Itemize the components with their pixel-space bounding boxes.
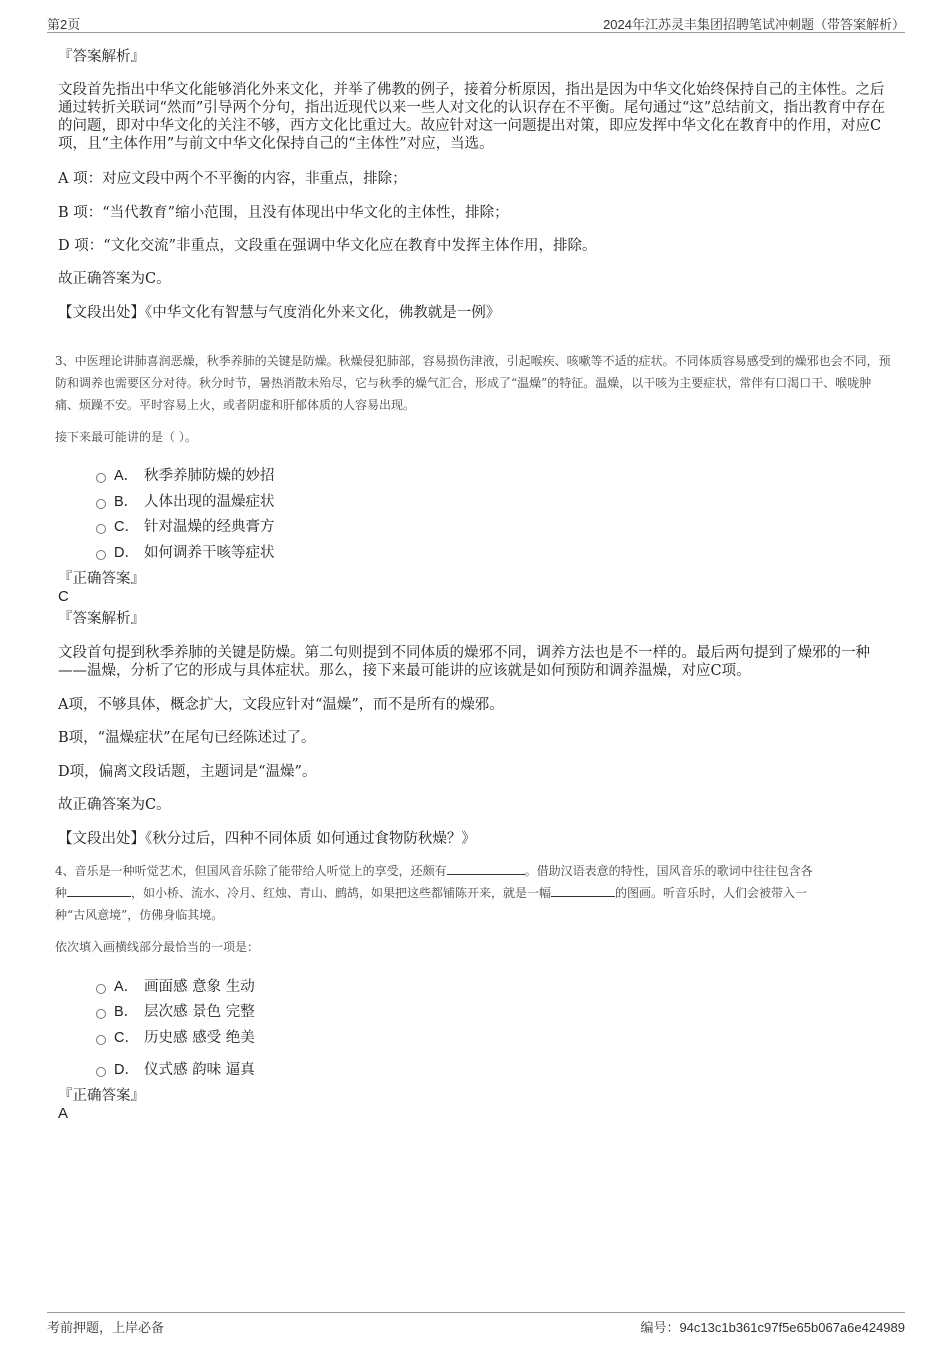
option-key: A． <box>114 468 139 484</box>
option-key: D． <box>114 545 139 561</box>
option-text: 秋季养肺防燥的妙招 <box>144 468 275 484</box>
page-number: 第2页 <box>47 17 81 32</box>
q2-source: 【文段出处】《中华文化有智慧与气度消化外来文化，佛教就是一例》 <box>58 305 501 321</box>
radio-button[interactable] <box>96 550 106 560</box>
radio-button[interactable] <box>96 499 106 509</box>
footer-slogan: 考前押题，上岸必备 <box>47 1321 165 1336</box>
q3-option-a[interactable] <box>96 464 275 485</box>
option-key: C． <box>114 519 139 535</box>
q3-analysis-text: 文段首句提到秋季养肺的关键是防燥。第二句则提到不同体质的燥邪不同，调养方法也是不一样的。最后两句提到了燥邪的一种——温燥，分析了它的形成与具体症状。那么，接下来最可能讲的应该就是如何预防和调养温燥，对应C项。 <box>58 645 870 679</box>
q3-stem: 3、中医理论讲肺喜润恶燥，秋季养肺的关键是防燥。秋燥侵犯肺部，容易损伤津液，引起喉疾、咳嗽等不适的症状。不同体质容易感受到的燥邪也会不同，预防和调养也需要区分对待。秋分时节，暑热消散未殆尽，它与秋季的燥气汇合，形成了“温燥”的特征。温燥，以干咳为主要症状，常伴有口渴口干、喉咙肿痛、烦躁不安。平时容易上火，或者阴虚和肝郁体质的人容易出现。 <box>55 354 891 412</box>
q2-analysis-label: 『答案解析』 <box>58 49 145 65</box>
q4-option-a[interactable] <box>96 975 255 996</box>
q3-option-c[interactable] <box>96 515 275 536</box>
q2-b-note: B 项：“当代教育”缩小范围，且没有体现出中华文化的主体性，排除； <box>58 205 509 221</box>
radio-button[interactable] <box>96 1009 106 1019</box>
radio-button[interactable] <box>96 984 106 994</box>
blank-3 <box>551 884 615 897</box>
option-key: C． <box>114 1030 139 1046</box>
option-text: 如何调养干咳等症状 <box>144 545 275 561</box>
blank-2 <box>67 884 131 897</box>
q3-conclusion: 故正确答案为C。 <box>58 797 171 813</box>
q4-question: 依次填入画横线部分最恰当的一项是： <box>55 940 260 954</box>
q4-stem: 4、音乐是一种听觉艺术，但国风音乐除了能带给人听觉上的享受，还颇有 。借助汉语表意的特性，国风音乐的歌词中往往包含各 种 ，如小桥、流水、冷月、红烛、青山、鹧鸪，如果把这些都铺陈开来，就是一幅 的图画。听音乐时，人们会被带入一 种“古风意境”，仿佛身临其境。 <box>55 864 813 922</box>
q3-source: 【文段出处】《秋分过后，四种不同体质 如何通过食物防秋燥？》 <box>58 831 476 847</box>
option-text: 人体出现的温燥症状 <box>144 494 275 510</box>
q3-option-d[interactable] <box>96 541 275 562</box>
q4-answer-label: 『正确答案』 <box>58 1088 145 1104</box>
option-text: 历史感 感受 绝美 <box>144 1030 255 1046</box>
radio-button[interactable] <box>96 473 106 483</box>
q3-option-b[interactable] <box>96 490 275 511</box>
option-key: A． <box>114 979 139 995</box>
option-key: B． <box>114 1004 139 1020</box>
q4-answer: A <box>58 1105 69 1122</box>
q3-answer-label: 『正确答案』 <box>58 571 145 587</box>
q3-a-note: A项，不够具体，概念扩大，文段应针对“温燥”，而不是所有的燥邪。 <box>58 697 504 713</box>
option-key: D． <box>114 1062 139 1078</box>
radio-button[interactable] <box>96 524 106 534</box>
q3-d-note: D项，偏离文段话题，主题词是“温燥”。 <box>58 764 317 780</box>
q2-conclusion: 故正确答案为C。 <box>58 271 171 287</box>
q4-option-c[interactable] <box>96 1026 255 1047</box>
page-header <box>47 12 905 33</box>
q3-b-note: B项，“温燥症状”在尾句已经陈述过了。 <box>58 730 316 746</box>
option-text: 层次感 景色 完整 <box>144 1004 255 1020</box>
option-key: B． <box>114 494 139 510</box>
q3-question: 接下来最可能讲的是（ ）。 <box>55 430 197 444</box>
q2-analysis-text: 文段首先指出中华文化能够消化外来文化，并举了佛教的例子，接着分析原因，指出是因为中华文化始终保持自己的主体性。之后通过转折关联词“然而”引导两个分句，指出近现代以来一些人对文化的认识存在不平衡。尾句通过“这”总结前文，指出教育中存在的问题，即对中华文化的关注不够，西方文化比重过大。故应针对这一问题提出对策，即应发挥中华文化在教育中的作用，对应C 项，且“主体作用”与前文中华文化保持自己的“主体性”对应，当选。 <box>58 82 886 152</box>
q3-answer: C <box>58 588 69 605</box>
q2-a-note: A 项：对应文段中两个不平衡的内容，非重点，排除； <box>58 171 407 187</box>
document-title: 2024年江苏灵丰集团招聘笔试冲刺题（带答案解析） <box>603 17 905 32</box>
page-footer <box>47 1312 905 1336</box>
q2-d-note: D 项：“文化交流”非重点，文段重在强调中华文化应在教育中发挥主体作用，排除。 <box>58 238 597 254</box>
radio-button[interactable] <box>96 1067 106 1077</box>
q4-option-b[interactable] <box>96 1000 255 1021</box>
radio-button[interactable] <box>96 1035 106 1045</box>
blank-1 <box>447 862 525 875</box>
document-id: 编号：94c13c1b361c97f5e65b067a6e424989 <box>640 1320 905 1335</box>
q4-option-d[interactable] <box>96 1058 255 1079</box>
option-text: 仪式感 韵味 逼真 <box>144 1062 255 1078</box>
q3-analysis-label: 『答案解析』 <box>58 611 145 627</box>
option-text: 画面感 意象 生动 <box>144 979 255 995</box>
option-text: 针对温燥的经典膏方 <box>144 519 275 535</box>
